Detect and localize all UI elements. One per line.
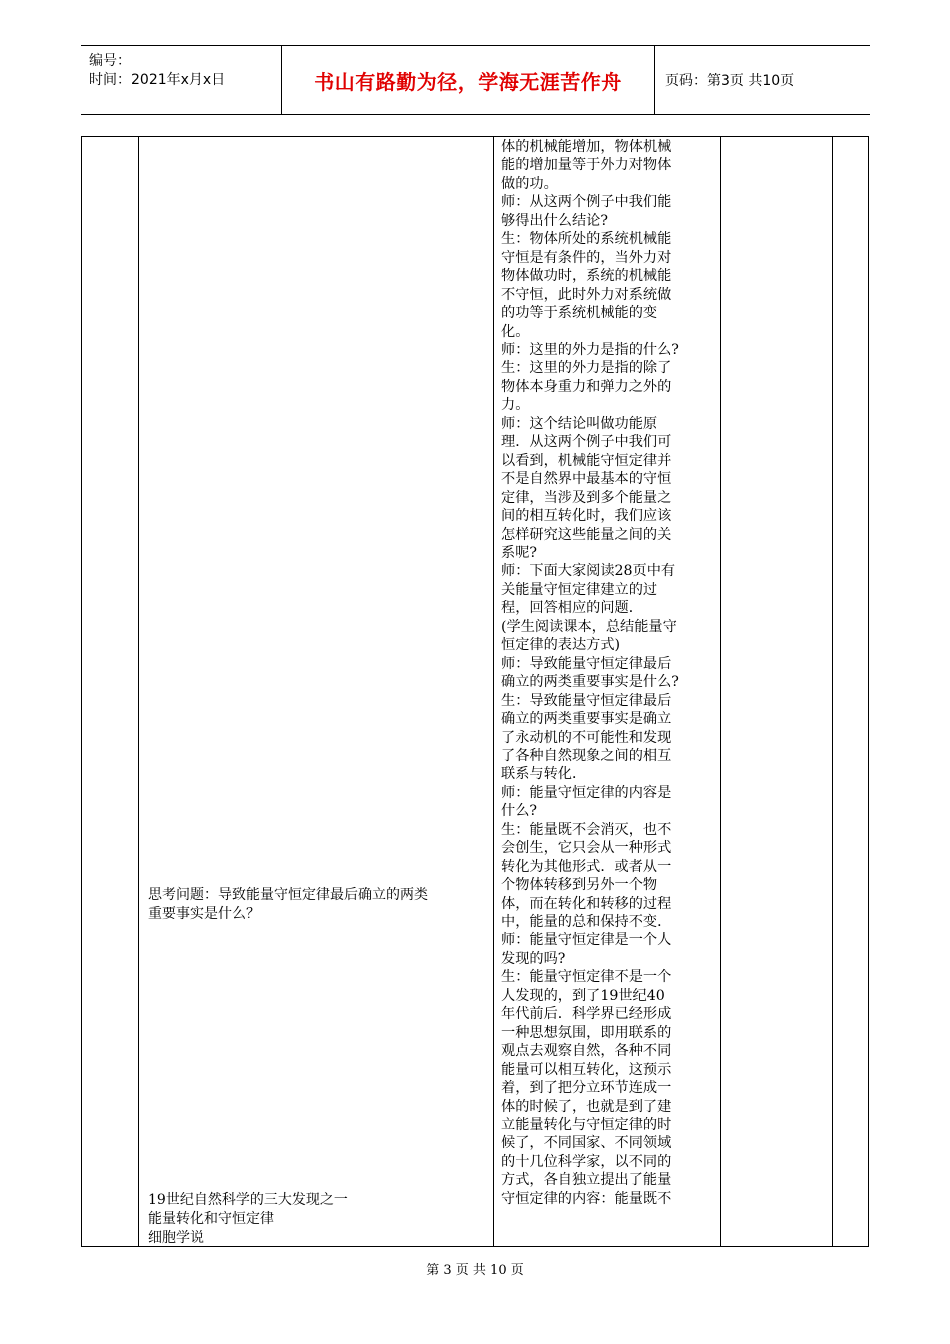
dialogue-line: 个物体转移到另外一个物 (501, 877, 658, 894)
dialogue-line: 师：能量守恒定律是一个人 (501, 932, 672, 949)
page-info: 页码：第3页 共10页 (665, 73, 795, 89)
dialogue-line: 的十几位科学家，以不同的 (501, 1153, 672, 1170)
dialogue-line: 了永动机的不可能性和发现 (501, 729, 672, 746)
dialogue-line: 不守恒，此时外力对系统做 (501, 286, 672, 303)
dialogue-line: 恒定律的表达方式) (501, 637, 621, 654)
motto-text: 书山有路勤为径，学海无涯苦作舟 (314, 69, 622, 94)
dialogue-line: 系呢? (501, 544, 537, 561)
dialogue-line: 转化为其他形式．或者从一 (501, 858, 672, 875)
header-meta (81, 46, 282, 114)
dialogue-line: 师：这个结论叫做功能原 (501, 415, 658, 432)
dialogue-line: 力。 (501, 397, 530, 414)
header-motto-cell (282, 46, 655, 114)
dialogue-line: 守恒是有条件的，当外力对 (501, 249, 672, 266)
discovery-line: 细胞学说 (148, 1230, 204, 1246)
dialogue-line: 生：导致能量守恒定律最后 (501, 692, 672, 709)
discovery-line: 19世纪自然科学的三大发现之一 (148, 1192, 348, 1208)
question-line: 思考问题：导致能量守恒定律最后确立的两类 (148, 887, 428, 903)
dialogue-line: 年代前后．科学界已经形成 (501, 1006, 672, 1023)
dialogue-line: 师：导致能量守恒定律最后 (501, 655, 672, 672)
dialogue-line: 间的相互转化时，我们应该 (501, 508, 672, 525)
discoveries-list (148, 1191, 488, 1248)
dialogue-line: 化。 (501, 323, 530, 340)
dialogue-line: 观点去观察自然，各种不同 (501, 1043, 672, 1060)
dialogue-line: 以看到，机械能守恒定律并 (501, 452, 672, 469)
dialogue-line: 生：物体所处的系统机械能 (501, 231, 672, 248)
lesson-table (81, 136, 869, 1247)
dialogue-line: 生：这里的外力是指的除了 (501, 360, 672, 377)
teacher-student-dialogue (501, 138, 713, 1208)
dialogue-line: 人发现的，到了19世纪40 (501, 987, 665, 1004)
dialogue-line: 程，回答相应的问题． (501, 600, 643, 617)
dialogue-line: 做的功。 (501, 175, 558, 192)
dialogue-line: 的功等于系统机械能的变 (501, 305, 658, 322)
dialogue-line: 中，能量的总和保持不变． (501, 914, 672, 931)
table-divider (493, 137, 494, 1246)
dialogue-line: 物体本身重力和弹力之外的 (501, 378, 672, 395)
dialogue-line: 关能量守恒定律建立的过 (501, 581, 658, 598)
dialogue-line: 候了，不同国家、不同领域 (501, 1135, 672, 1152)
dialogue-line: 着，到了把分立环节连成一 (501, 1080, 672, 1097)
dialogue-line: 师：这里的外力是指的什么? (501, 341, 679, 358)
dialogue-line: 立能量转化与守恒定律的时 (501, 1117, 672, 1134)
dialogue-line: 能的增加量等于外力对物体 (501, 157, 672, 174)
dialogue-line: 体，而在转化和转移的过程 (501, 895, 672, 912)
dialogue-line: 理．从这两个例子中我们可 (501, 434, 672, 451)
dialogue-line: 定律，当涉及到多个能量之 (501, 489, 672, 506)
dialogue-line: 什么? (501, 803, 537, 820)
dialogue-line: 生：能量既不会消灭，也不 (501, 821, 672, 838)
table-divider (832, 137, 833, 1246)
dialogue-line: 够得出什么结论? (501, 212, 608, 229)
dialogue-line: 生：能量守恒定律不是一个 (501, 969, 672, 986)
dialogue-line: 物体做功时，系统的机械能 (501, 268, 672, 285)
discovery-line: 能量转化和守恒定律 (148, 1211, 274, 1227)
page-header (81, 45, 870, 115)
table-divider (720, 137, 721, 1246)
time-label: 时间：2021年x月x日 (89, 72, 226, 88)
dialogue-line: 体的机械能增加，物体机械 (501, 139, 672, 155)
number-label: 编号： (89, 53, 131, 69)
dialogue-line: 了各种自然现象之间的相互 (501, 747, 672, 764)
dialogue-line: 一种思想氛围，即用联系的 (501, 1024, 672, 1041)
table-divider (138, 137, 139, 1246)
dialogue-line: 确立的两类重要事实是确立 (501, 711, 672, 728)
dialogue-line: 师：下面大家阅读28页中有 (501, 563, 676, 580)
question-line: 重要事实是什么？ (148, 906, 260, 922)
page-footer: 第 3 页 共 10 页 (426, 1263, 524, 1278)
dialogue-line: 师：能量守恒定律的内容是 (501, 784, 672, 801)
dialogue-line: 方式，各自独立提出了能量 (501, 1172, 672, 1189)
dialogue-line: 体的时候了，也就是到了建 (501, 1098, 672, 1115)
dialogue-line: 会创生，它只会从一种形式 (501, 840, 672, 857)
dialogue-line: 发现的吗? (501, 950, 566, 967)
dialogue-line: 不是自然界中最基本的守恒 (501, 471, 672, 488)
dialogue-line: 确立的两类重要事实是什么? (501, 674, 679, 691)
dialogue-line: 能量可以相互转化，这预示 (501, 1061, 672, 1078)
dialogue-line: (学生阅读课本，总结能量守 (501, 618, 677, 635)
thinking-question (148, 886, 488, 924)
dialogue-line: 守恒定律的内容：能量既不 (501, 1190, 672, 1207)
dialogue-line: 师：从这两个例子中我们能 (501, 194, 672, 211)
dialogue-line: 联系与转化． (501, 766, 587, 783)
dialogue-line: 怎样研究这些能量之间的关 (501, 526, 672, 543)
